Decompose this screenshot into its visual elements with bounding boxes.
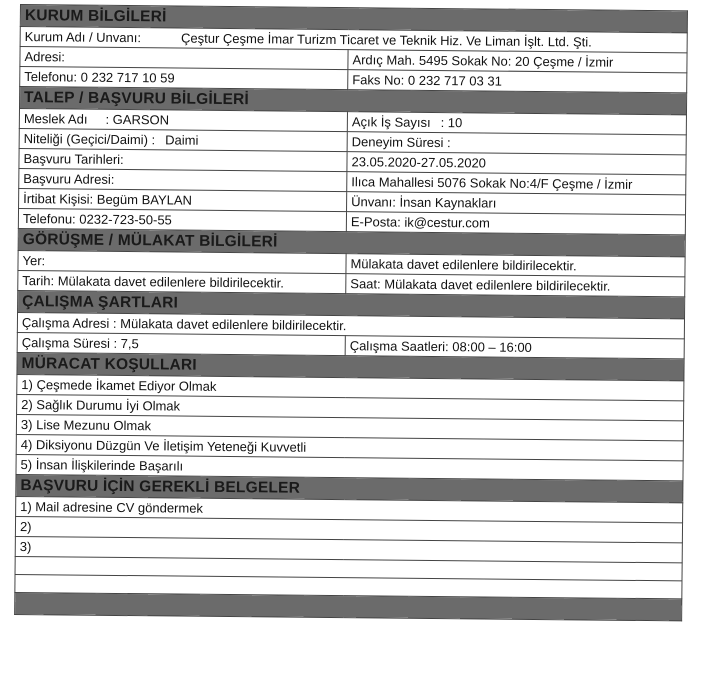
adres-label: Adresi: <box>20 47 348 70</box>
basvuru-adresi-label: Başvuru Adresi: <box>19 168 347 191</box>
meslek-value: : GARSON <box>105 111 170 128</box>
job-posting-form <box>14 4 688 621</box>
calisma-saatleri: Çalışma Saatleri: 08:00 – 16:00 <box>345 336 684 359</box>
mulakat-tarih: Tarih: Mülakata davet edilenlere bildirilecektir. <box>18 270 346 293</box>
basvuru-tarihleri-label: Başvuru Tarihleri: <box>19 148 347 171</box>
mulakat-saat: Saat: Mülakata davet edilenlere bildirilecektir. <box>346 274 685 297</box>
irtibat-unvani: Ünvanı: İnsan Kaynakları <box>347 192 686 215</box>
muracat-header: MÜRACAT KOŞULLARI <box>17 352 684 380</box>
kurum-adi-label: Kurum Adı / Unvanı: <box>24 29 142 46</box>
yer-label: Yer: <box>18 250 346 273</box>
talep-eposta: E-Posta: ik@cestur.com <box>346 212 685 235</box>
muracat-item-5: 5) İnsan İlişkilerinde Başarılı <box>16 454 683 480</box>
belge-item-2: 2) <box>15 516 682 542</box>
kurum-telefon: Telefonu: 0 232 717 10 59 <box>20 67 348 90</box>
acik-is-label: Açık İş Sayısı <box>351 114 431 130</box>
gorusme-header: GÖRÜŞME / MÜLAKAT BİLGİLERİ <box>18 228 685 256</box>
irtibat-kisisi: İrtibat Kişisi: Begüm BAYLAN <box>19 188 347 211</box>
adres-value: Ardıç Mah. 5495 Sokak No: 20 Çeşme / İzmir <box>348 50 687 73</box>
muracat-item-3: 3) Lise Mezunu Olmak <box>16 414 683 440</box>
belgeler-header: BAŞVURU İÇİN GEREKLİ BELGELER <box>16 474 683 502</box>
basvuru-tarihleri-value: 23.05.2020-27.05.2020 <box>347 152 686 175</box>
deneyim: Deneyim Süresi : <box>347 132 686 155</box>
basvuru-adresi-value: Ilıca Mahallesi 5076 Sokak No:4/F Çeşme / İzmir <box>347 172 686 195</box>
form-table <box>14 4 688 621</box>
niteligi-label: Niteliği (Geçici/Daimi) : <box>23 131 156 148</box>
belge-item-1: 1) Mail adresine CV göndermek <box>16 496 683 522</box>
kurum-faks: Faks No: 0 232 717 03 31 <box>348 70 687 93</box>
yer-value: Mülakata davet edilenlere bildirilecektir. <box>346 254 685 277</box>
kurum-header: KURUM BİLGİLERİ <box>20 5 687 33</box>
talep-header: TALEP / BAŞVURU BİLGİLERİ <box>19 87 686 115</box>
calisma-adresi: Çalışma Adresi : Mülakata davet edilenlere bildirilecektir. <box>17 312 684 338</box>
talep-telefon: Telefonu: 0232-723-50-55 <box>18 208 346 231</box>
calisma-header: ÇALIŞMA ŞARTLARI <box>18 290 685 318</box>
muracat-item-1: 1) Çeşmede İkamet Ediyor Olmak <box>17 374 684 400</box>
belge-item-3: 3) <box>15 536 682 562</box>
muracat-item-2: 2) Sağlık Durumu İyi Olmak <box>17 394 684 420</box>
muracat-item-4: 4) Diksiyonu Düzgün Ve İletişim Yeteneği Kuvvetli <box>16 434 683 460</box>
meslek-label: Meslek Adı <box>23 111 88 127</box>
calisma-suresi: Çalışma Süresi : 7,5 <box>17 332 345 355</box>
niteligi-value: Daimi <box>165 132 199 148</box>
kurum-adi-value: Çeştur Çeşme İmar Turizm Ticaret ve Teknik Hiz. Ve Liman İşlt. Ltd. Şti. <box>180 30 592 50</box>
acik-is-value: : 10 <box>440 115 463 131</box>
